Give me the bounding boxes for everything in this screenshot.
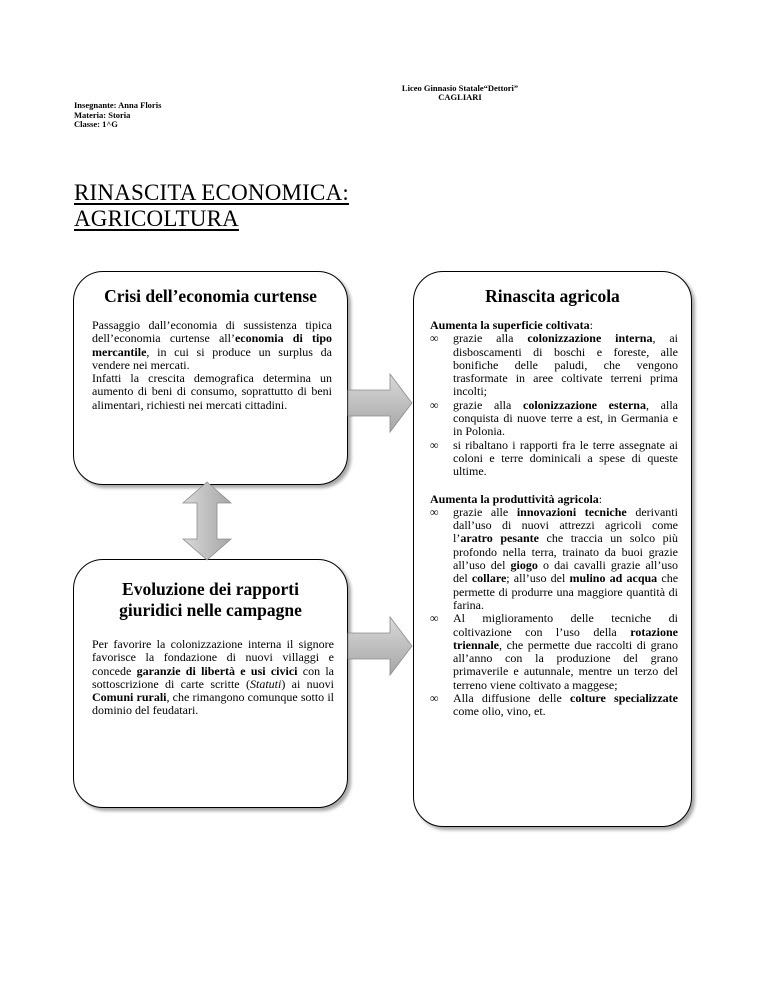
- item-text: Al miglioramento delle tecniche di coltivazione con l’uso della: [453, 611, 678, 639]
- school-name: Liceo Ginnasio Statale“Dettori”: [401, 83, 519, 93]
- evol-b1: garanzie di libertà e usi civici: [136, 663, 298, 678]
- item-text: derivanti dall’uso di nuovi attrezzi agricoli come l’: [453, 504, 678, 546]
- infinity-bullet-icon: ∞: [430, 437, 439, 452]
- infinity-bullet-icon: ∞: [430, 611, 439, 626]
- list-item: [430, 332, 678, 398]
- evol-i1: Statuti: [249, 676, 282, 691]
- teacher-line: Insegnante: Anna Floris: [74, 100, 162, 110]
- infinity-bullet-icon: ∞: [430, 331, 439, 346]
- item-text: grazie alla: [453, 331, 528, 346]
- item-text: che traccia un solco più profondo nella terra, trainato da buoi grazie all’uso del: [453, 531, 678, 573]
- evol-t4: , che rimangono comunque sotto il dominio del feudatari.: [92, 690, 334, 718]
- right-arrow-icon: [346, 615, 414, 677]
- produttivita-heading-text: Aumenta la produttività agricola: [430, 491, 599, 506]
- list-item: [430, 439, 678, 479]
- infinity-bullet-icon: ∞: [430, 504, 439, 519]
- evol-t2: con la sottoscrizione di carte scritte (: [92, 663, 334, 691]
- item-text: , ai disboscamenti di boschi e foreste, alle bonifiche delle paludi, che vengono trasformate in aree coltivate terreni prima incolti;: [453, 331, 678, 399]
- evol-t3: ) ai nuovi: [281, 676, 335, 691]
- superficie-section: [430, 319, 678, 479]
- evol-b2: Comuni rurali: [92, 690, 167, 705]
- school-city: CAGLIARI: [438, 92, 482, 102]
- crisi-p1: Passaggio dall’economia di sussistenza tipica dell’economia curtense all’: [92, 318, 332, 346]
- produttivita-heading: [430, 493, 678, 506]
- superficie-list: [430, 332, 678, 478]
- produttivita-heading-colon: :: [598, 491, 603, 506]
- infinity-bullet-icon: ∞: [430, 397, 439, 412]
- item-text: grazie alle: [453, 504, 517, 519]
- item-text: , alla conquista di nuove terre a est, in Germania e in Polonia.: [453, 397, 678, 439]
- list-item: [430, 692, 678, 719]
- rinascita-box: [413, 271, 692, 827]
- list-item: [430, 399, 678, 439]
- class-line: Classe: 1^G: [74, 119, 118, 129]
- item-text: grazie alla: [453, 397, 523, 412]
- superficie-heading-colon: :: [589, 318, 593, 332]
- item-bold: colture specializzate: [570, 691, 678, 706]
- produttivita-list: [430, 506, 678, 719]
- evoluzione-box: [73, 559, 348, 808]
- evoluzione-title-line-1: Evoluzione dei rapporti: [122, 579, 299, 599]
- item-bold: mulino ad acqua: [569, 571, 658, 586]
- superficie-heading: [430, 319, 678, 332]
- crisi-p1-end: , in cui si produce un surplus da vendere nei mercati.: [92, 344, 332, 372]
- item-bold: colonizzazione interna: [527, 331, 653, 346]
- evoluzione-title-line-2: giuridici nelle campagne: [119, 600, 302, 620]
- item-bold: aratro pesante: [460, 531, 539, 546]
- item-bold: innovazioni tecniche: [516, 504, 627, 519]
- evoluzione-title: [74, 579, 347, 621]
- item-text: si ribaltano i rapporti fra le terre assegnate ai coloni e terre dominicali a spese di queste ultime.: [453, 437, 678, 479]
- right-arrow-icon: [346, 372, 414, 434]
- crisi-title: Crisi dell’economia curtense: [104, 286, 317, 306]
- crisi-p2: Infatti la crescita demografica determina un aumento di beni di consumo, soprattutto di beni alimentari, richiesti nei mercati cittadini.: [92, 371, 332, 412]
- item-text: ; all’uso del: [506, 571, 570, 586]
- subject-line: Materia: Storia: [74, 109, 131, 120]
- item-text: , che permette due raccolti di grano all’anno con la produzione del grano primaverile e autunnale, mentre un terzo del terreno viene coltivato a maggese;: [453, 637, 678, 692]
- item-text: Alla diffusione delle: [453, 691, 571, 706]
- item-bold: collare: [471, 571, 507, 586]
- item-bold: rotazione triennale: [453, 624, 678, 652]
- item-text: o dai cavalli grazie all’uso del: [453, 558, 678, 586]
- produttivita-section: [430, 493, 678, 719]
- crisi-box: [73, 271, 348, 485]
- crisi-text: [92, 319, 332, 412]
- evoluzione-text: [92, 638, 334, 718]
- item-bold: colonizzazione esterna: [523, 397, 646, 412]
- document-meta: [74, 101, 161, 130]
- double-arrow-icon: [181, 481, 233, 561]
- rinascita-title: Rinascita agricola: [485, 286, 620, 306]
- page-title: [74, 180, 349, 232]
- title-line-2: AGRICOLTURA: [74, 206, 239, 231]
- crisi-p1-bold: economia di tipo mercantile: [92, 331, 332, 359]
- item-text: che permette di produrre una maggiore quantità di farina.: [453, 571, 679, 612]
- evol-t1: Per favorire la colonizzazione interna il signore favorisce la fondazione di nuovi villaggi e concede: [92, 637, 334, 678]
- superficie-heading-text: Aumenta la superficie coltivata: [430, 318, 590, 332]
- list-item: [430, 612, 678, 692]
- item-bold: giogo: [510, 558, 538, 573]
- list-item: [430, 506, 678, 612]
- item-text: come olio, vino, et.: [453, 704, 546, 719]
- title-line-1: RINASCITA ECONOMICA:: [74, 180, 349, 205]
- infinity-bullet-icon: ∞: [430, 691, 439, 706]
